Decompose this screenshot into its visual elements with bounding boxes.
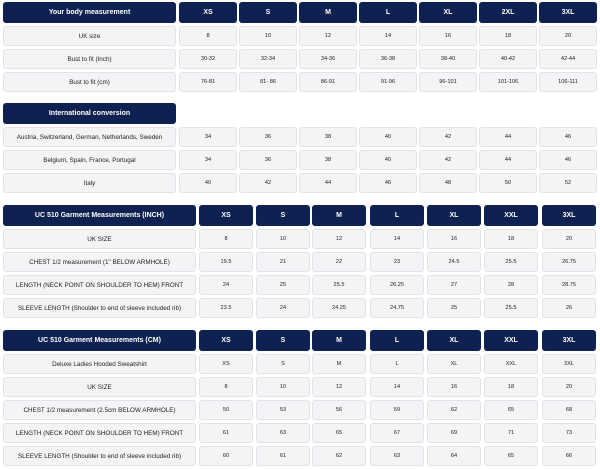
table-cell: 24	[256, 298, 310, 318]
table-cell: 20	[542, 229, 596, 249]
table-cell: 12	[312, 229, 366, 249]
table-cell: 14	[370, 229, 424, 249]
table-cell: 8	[179, 26, 237, 46]
table-cell: 62	[427, 400, 481, 420]
row-label: Bust to fit (Inch)	[3, 49, 176, 69]
table-cell: 25.5	[312, 275, 366, 295]
table-cell: 42-44	[539, 49, 597, 69]
table-cell: 18	[484, 377, 538, 397]
table-cell: 26.25	[370, 275, 424, 295]
table-cell: 63	[256, 423, 310, 443]
table-cell: 14	[370, 377, 424, 397]
table-cell: 69	[427, 423, 481, 443]
table-cell: 21	[256, 252, 310, 272]
row-label: Austria, Switzerland, German, Netherlands, Sweden	[3, 127, 176, 147]
table-cell: 40	[359, 127, 417, 147]
section-title: International conversion	[3, 103, 176, 124]
table-cell: 38	[299, 127, 357, 147]
table-cell: 42	[239, 173, 297, 193]
table-cell: 24.25	[312, 298, 366, 318]
table-cell: 23.5	[199, 298, 253, 318]
table-cell: 26	[542, 298, 596, 318]
size-column-header: XXL	[484, 205, 538, 226]
table-cell: 24.5	[427, 252, 481, 272]
section-title: UC 510 Garment Measurements (INCH)	[3, 205, 196, 226]
table-cell: 42	[419, 150, 477, 170]
size-column-header: XL	[419, 2, 477, 23]
table-cell: 64	[427, 446, 481, 466]
table-cell: 91-96	[359, 72, 417, 92]
table-cell: 65	[312, 423, 366, 443]
table-cell: 26.75	[542, 252, 596, 272]
row-label: SLEEVE LENGTH (Shoulder to end of sleeve included rib)	[3, 298, 196, 318]
table-cell: 36	[239, 127, 297, 147]
size-column-header: XS	[179, 2, 237, 23]
table-cell: 34	[179, 150, 237, 170]
table-cell: 10	[256, 377, 310, 397]
size-column-header: 3XL	[539, 2, 597, 23]
row-label: LENGTH (NECK POINT ON SHOULDER TO HEM) FRONT	[3, 275, 196, 295]
size-column-header: S	[256, 205, 310, 226]
table-cell: M	[312, 354, 366, 374]
size-column-header: 2XL	[479, 2, 537, 23]
size-column-header: S	[256, 330, 310, 351]
table-cell: 25	[256, 275, 310, 295]
section-title: Your body measurement	[3, 2, 176, 23]
table-cell: 61	[199, 423, 253, 443]
table-cell: 44	[299, 173, 357, 193]
size-column-header: XL	[427, 330, 481, 351]
table-cell: 34	[179, 127, 237, 147]
size-column-header: L	[359, 2, 417, 23]
table-cell: 24	[199, 275, 253, 295]
table-cell: L	[370, 354, 424, 374]
row-label: Deluxe Ladies Hooded Sweatshirt	[3, 354, 196, 374]
table-cell: 81- 86	[239, 72, 297, 92]
row-label: SLEEVE LENGTH (Shoulder to end of sleeve included rib)	[3, 446, 196, 466]
table-cell: 66	[542, 446, 596, 466]
table-cell: 44	[479, 127, 537, 147]
table-cell: 50	[199, 400, 253, 420]
table-cell: S	[256, 354, 310, 374]
table-cell: 40	[359, 150, 417, 170]
table-cell: XL	[427, 354, 481, 374]
table-cell: 65	[484, 400, 538, 420]
table-cell: 22	[312, 252, 366, 272]
size-column-header: 3XL	[542, 330, 596, 351]
row-label: Italy	[3, 173, 176, 193]
table-cell: 40	[179, 173, 237, 193]
table-cell: 30-32	[179, 49, 237, 69]
table-cell: 65	[484, 446, 538, 466]
table-cell: 20	[542, 377, 596, 397]
row-label: UK SIZE	[3, 229, 196, 249]
size-column-header: M	[299, 2, 357, 23]
table-cell: 96-101	[419, 72, 477, 92]
table-cell: 46	[359, 173, 417, 193]
table-cell: 48	[419, 173, 477, 193]
size-column-header: XL	[427, 205, 481, 226]
table-cell: 53	[256, 400, 310, 420]
table-cell: 28	[484, 275, 538, 295]
table-cell: 38	[299, 150, 357, 170]
table-cell: 76-81	[179, 72, 237, 92]
table-cell: 28.75	[542, 275, 596, 295]
table-cell: 36-38	[359, 49, 417, 69]
size-column-header: XXL	[484, 330, 538, 351]
table-cell: 20	[539, 26, 597, 46]
row-label: LENGTH (NECK POINT ON SHOULDER TO HEM) FRONT	[3, 423, 196, 443]
table-cell: 62	[312, 446, 366, 466]
table-cell: 61	[256, 446, 310, 466]
table-cell: 106-111	[539, 72, 597, 92]
table-cell: 18	[479, 26, 537, 46]
size-column-header: M	[312, 330, 366, 351]
table-cell: 16	[427, 229, 481, 249]
table-cell: 52	[539, 173, 597, 193]
table-cell: 34-36	[299, 49, 357, 69]
table-cell: 67	[370, 423, 424, 443]
table-cell: 46	[539, 150, 597, 170]
table-cell: 46	[539, 127, 597, 147]
table-cell: 18	[484, 229, 538, 249]
row-label: UK SIZE	[3, 377, 196, 397]
size-column-header: L	[370, 205, 424, 226]
table-cell: 8	[199, 377, 253, 397]
table-cell: XS	[199, 354, 253, 374]
size-column-header: XS	[199, 330, 253, 351]
table-cell: 63	[370, 446, 424, 466]
table-cell: 14	[359, 26, 417, 46]
table-cell: 10	[239, 26, 297, 46]
size-column-header: S	[239, 2, 297, 23]
table-cell: 16	[419, 26, 477, 46]
table-cell: 60	[199, 446, 253, 466]
table-cell: 12	[312, 377, 366, 397]
table-cell: 68	[542, 400, 596, 420]
table-cell: 25	[427, 298, 481, 318]
table-cell: 59	[370, 400, 424, 420]
table-cell: 50	[479, 173, 537, 193]
table-cell: 73	[542, 423, 596, 443]
table-cell: 44	[479, 150, 537, 170]
table-cell: 36	[239, 150, 297, 170]
table-cell: 42	[419, 127, 477, 147]
size-column-header: L	[370, 330, 424, 351]
table-cell: 32-34	[239, 49, 297, 69]
table-cell: 38-40	[419, 49, 477, 69]
table-cell: 25.5	[484, 298, 538, 318]
table-cell: 25.5	[484, 252, 538, 272]
row-label: UK size	[3, 26, 176, 46]
table-cell: 23	[370, 252, 424, 272]
table-cell: 12	[299, 26, 357, 46]
table-cell: 27	[427, 275, 481, 295]
table-cell: 86-91	[299, 72, 357, 92]
size-column-header: 3XL	[542, 205, 596, 226]
table-cell: 101-106	[479, 72, 537, 92]
row-label: Belgium, Spain, France, Portugal	[3, 150, 176, 170]
row-label: Bust to fit (cm)	[3, 72, 176, 92]
table-cell: 56	[312, 400, 366, 420]
row-label: CHEST 1/2 measurement (1" BELOW ARMHOLE)	[3, 252, 196, 272]
section-title: UC 510 Garment Measurements (CM)	[3, 330, 196, 351]
table-cell: 19.5	[199, 252, 253, 272]
table-cell: 3XL	[542, 354, 596, 374]
table-cell: 24.75	[370, 298, 424, 318]
size-column-header: XS	[199, 205, 253, 226]
table-cell: 71	[484, 423, 538, 443]
table-cell: 8	[199, 229, 253, 249]
size-column-header: M	[312, 205, 366, 226]
table-cell: 16	[427, 377, 481, 397]
table-cell: 40-42	[479, 49, 537, 69]
row-label: CHEST 1/2 measurement (2.5cm BELOW ARMHOLE)	[3, 400, 196, 420]
table-cell: 10	[256, 229, 310, 249]
table-cell: XXL	[484, 354, 538, 374]
